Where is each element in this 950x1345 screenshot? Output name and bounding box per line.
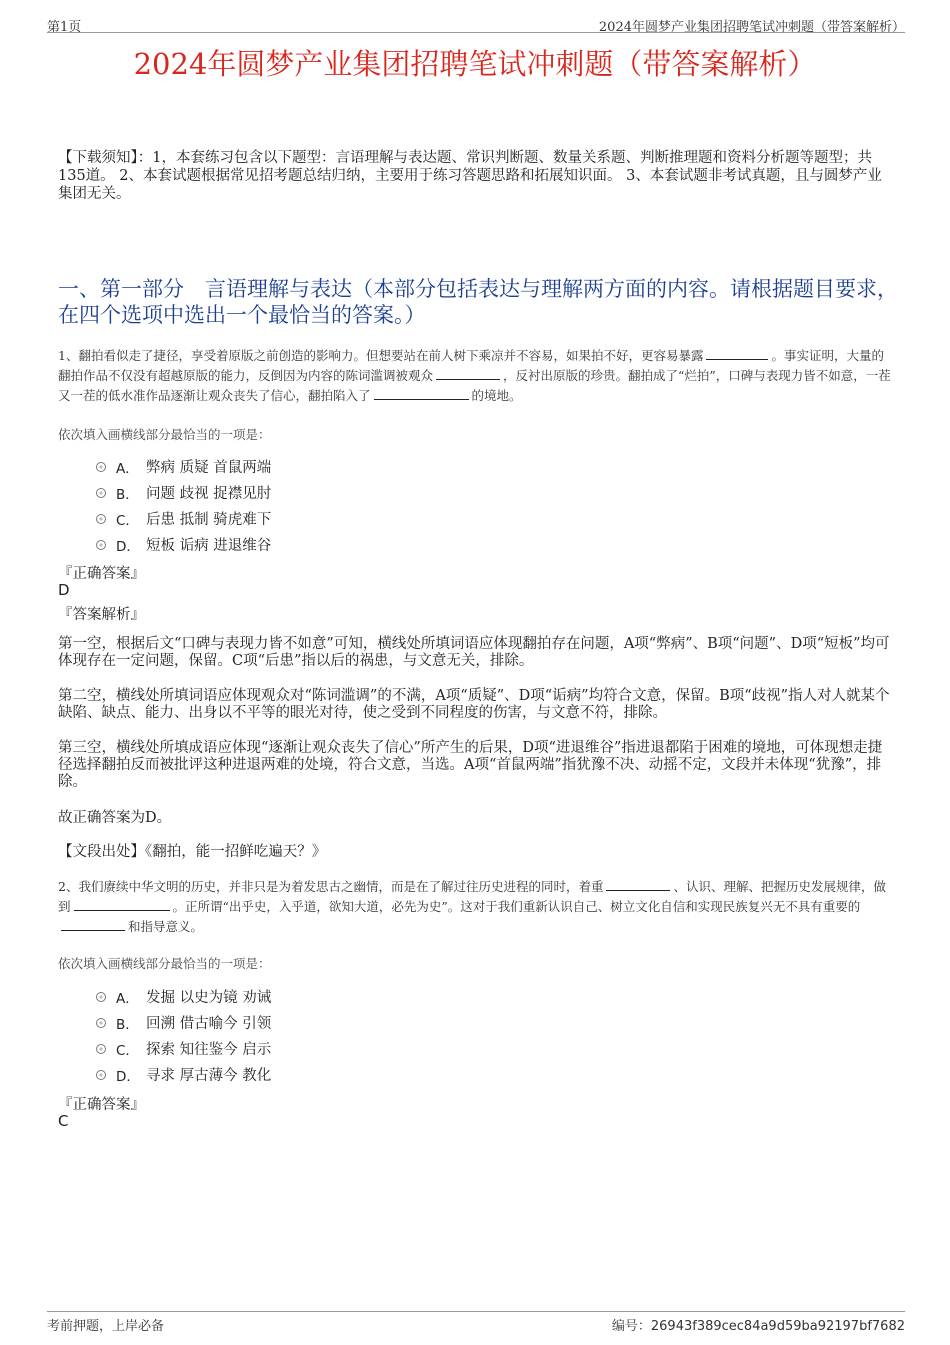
footer-slogan: 考前押题，上岸必备 — [47, 1319, 165, 1334]
radio-icon[interactable] — [96, 1018, 106, 1028]
blank-line — [706, 347, 768, 360]
radio-icon[interactable] — [96, 514, 106, 524]
page-footer — [47, 1311, 905, 1334]
question-1-option-d[interactable]: D． 短板 诟病 进退维谷 — [96, 534, 271, 555]
question-2-option-c[interactable]: C． 探索 知往鉴今 启示 — [96, 1038, 271, 1059]
radio-icon[interactable] — [96, 488, 106, 498]
question-2-stem: 2、我们赓续中华文明的历史，并非只是为着发思古之幽情，而是在了解过往历史进程的同时，着重 、认识、理解、把握历史发展规律，做到 。正所谓“出乎史，入乎道，欲知大道，必先为史”。这对于我们重新认识自己、树立文化自信和实现民族复兴无不具有重要的和指导意义。 — [58, 879, 886, 934]
analysis-paragraph-2: 第二空，横线处所填词语应体现观众对“陈词滥调”的不满，A项“质疑”、D项“诟病”均符合文意，保留。B项“歧视”指人对人就某个缺陷、缺点、能力、出身以不平等的眼光对待，使之受到不同程度的伤害，与文意不符，排除。 — [58, 688, 890, 721]
blank-line — [606, 878, 670, 891]
document-title: 2024年圆梦产业集团招聘笔试冲刺题（带答案解析） — [133, 47, 817, 81]
page-header — [47, 14, 905, 33]
question-2-option-d[interactable]: D． 寻求 厚古薄今 教化 — [96, 1064, 271, 1085]
radio-icon[interactable] — [96, 540, 106, 550]
header-doc-title: 2024年圆梦产业集团招聘笔试冲刺题（带答案解析） — [598, 20, 905, 35]
page-number: 第1页 — [47, 20, 82, 35]
blank-line — [436, 367, 500, 380]
question-1-option-c[interactable]: C． 后患 抵制 骑虎难下 — [96, 508, 271, 529]
question-1-option-b[interactable]: B． 问题 歧视 捉襟见肘 — [96, 482, 271, 503]
correct-answer: C — [58, 1112, 69, 1130]
analysis-paragraph-1: 第一空，根据后文“口碑与表现力皆不如意”可知，横线处所填词语应体现翻拍存在问题，A项“弊病”、B项“问题”、D项“短板”均可体现存在一定问题，保留。C项“后患”指以后的祸患，与文意无关，排除。 — [58, 636, 890, 669]
question-1-instruction: 依次填入画横线部分最恰当的一项是： — [58, 427, 271, 442]
question-2-instruction: 依次填入画横线部分最恰当的一项是： — [58, 956, 271, 971]
blank-line — [61, 918, 125, 931]
blank-line — [74, 898, 170, 911]
blank-line — [374, 387, 469, 400]
analysis-paragraph-3: 第三空，横线处所填成语应体现“逐渐让观众丧失了信心”所产生的后果，D项“进退维谷”指进退都陷于困难的境地，可体现想走捷径选择翻拍反而被批评这种进退两难的处境，符合文意，当选。A项“首鼠两端”指犹豫不决、动摇不定，文段并未体现“犹豫”，排除。 — [58, 740, 883, 790]
analysis-label: 『答案解析』 — [58, 607, 145, 623]
radio-icon[interactable] — [96, 992, 106, 1002]
question-1-stem: 1、翻拍看似走了捷径，享受着原版之前创造的影响力。但想要站在前人树下乘凉并不容易，如果拍不好，更容易暴露 。事实证明，大量的翻拍作品不仅没有超越原版的能力，反倒因为内容的陈词滥调被观众 ，反衬出原版的珍贵。翻拍成了“烂拍”，口碑与表现力皆不如意，一茬又一茬的低水准作品逐渐让观众丧失了信心，翻拍陷入了 的境地。 — [58, 348, 891, 403]
document-code: 编号：26943f389cec84a9d59ba92197bf7682 — [611, 1319, 905, 1334]
question-1-option-a[interactable]: A． 弊病 质疑 首鼠两端 — [96, 456, 271, 477]
question-2-option-a[interactable]: A． 发掘 以史为镜 劝诫 — [96, 986, 271, 1007]
correct-answer: D — [58, 581, 70, 599]
section-heading: 一、第一部分 言语理解与表达（本部分包括表达与理解两方面的内容。请根据题目要求，在四个选项中选出一个最恰当的答案。） — [58, 277, 898, 327]
download-notice: 【下载须知】：1，本套练习包含以下题型：言语理解与表达题、常识判断题、数量关系题、判断推理题和资料分析题等题型；共135道。 2、本套试题根据常见招考题总结归纳，主要用于练习答题思路和拓展知识面。 3、本套试题非考试真题，且与圆梦产业集团无关。 — [58, 150, 882, 202]
source-citation: 【文段出处】《翻拍，能一招鲜吃遍天？》 — [58, 844, 327, 860]
radio-icon[interactable] — [96, 1044, 106, 1054]
analysis-conclusion: 故正确答案为D。 — [58, 810, 172, 826]
radio-icon[interactable] — [96, 462, 106, 472]
radio-icon[interactable] — [96, 1070, 106, 1080]
question-2-option-b[interactable]: B． 回溯 借古喻今 引领 — [96, 1012, 271, 1033]
correct-answer-label: 『正确答案』 — [58, 566, 145, 582]
correct-answer-label: 『正确答案』 — [58, 1097, 145, 1113]
